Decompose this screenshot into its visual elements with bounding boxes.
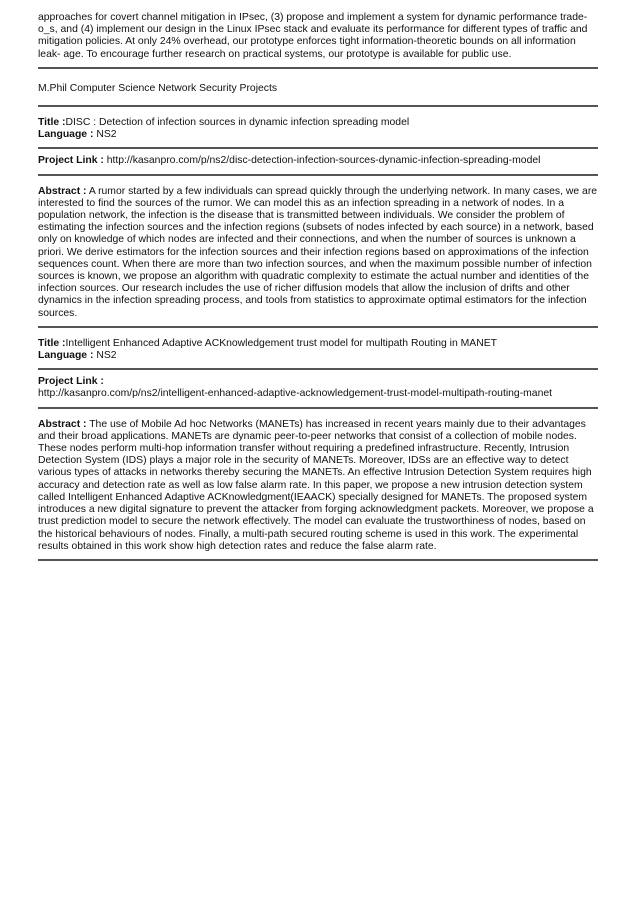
project-entry [38,117,598,328]
project-entry [38,338,598,561]
project-title-line [38,117,598,129]
project-language: NS2 [96,129,117,141]
project-language-line [38,129,598,141]
language-label: Language : [38,350,94,362]
project-language-line [38,350,598,362]
project-title: Intelligent Enhanced Adaptive ACKnowledgement trust model for multipath Routing in MANET [65,337,497,349]
project-abstract [38,186,598,320]
top-abstract-continuation: approaches for covert channel mitigation in IPsec, (3) propose and implement a system for dynamic performance trade-o_s, and (4) implement our design in the Linux IPsec stack and evaluate its performance for different types of traffic and mitigation policies. At only 24% overhead, our prototype enforces tight information-theoretic bounds on all information leak- age. To encourage further research on practical systems, our prototype is available for public use. [38,12,588,60]
abstract-label: Abstract : [38,418,87,430]
section-heading: M.Phil Computer Science Network Security Projects [38,82,278,94]
project-abstract-text: The use of Mobile Ad hoc Networks (MANETs) has increased in recent years mainly due to their advantages and their broad applications. MANETs are dynamic peer-to-peer networks that consist of a collection of mobile nodes. These nodes perform multi-hop information transfer without requiring a predefined infrastructure. Recently, Intrusion Detection System (IDS) plays a major role in the security of MANETs. Moreover, IDSs are an effective way to detect various types of attacks in networks thereby securing the MANETs. An effective Intrusion Detection System requires high accuracy and detection rate as well as low false alarm rate. In this paper, we propose a new intrusion detection system called Intelligent Enhanced Adaptive ACKnowledgment(IEAACK) specially designed for MANETs. The proposed system introduces a new digital signature to prevent the attacker from forging acknowledgment packets. Moreover, we propose a trust prediction model to secure the network effectively. The model can evaluate the trustworthiness of nodes, based on the historical behaviours of nodes. Finally, a multi-path secured routing scheme is used in this work. The experimental results obtained in this work show high detection rates and reduce the false alarm rate. [38,418,594,552]
abstract-label: Abstract : [38,185,87,197]
title-label: Title : [38,117,66,129]
language-label: Language : [38,129,94,141]
project-link[interactable]: http://kasanpro.com/p/ns2/intelligent-enhanced-adaptive-acknowledgement-trust-model-multipath-routing-manet [38,388,553,400]
project-link-line [38,155,598,167]
project-link-label: Project Link : [38,155,104,167]
document-content [38,12,598,561]
project-title-line [38,338,598,350]
divider [38,559,598,561]
project-abstract [38,419,598,553]
project-link-label: Project Link : [38,376,104,388]
project-title: DISC : Detection of infection sources in dynamic infection spreading model [65,117,410,129]
project-abstract-text: A rumor started by a few individuals can spread quickly through the underlying network. In many cases, we are interested to find the sources of the rumor. We can model this as an infection spreading in a network of nodes. In a population network, the infection is the disease that is transmitted between individuals. We consider the problem of estimating the infection sources and the infection regions (subsets of nodes infected by each source) in a network, based only on knowledge of which nodes are infected and their connections, and when the number of sources is unknown a priori. We derive estimators for the infection sources and their infection regions based on approximations of the infection sequences count. When there are more than two infection sources, and when the maximum possible number of infection sources is known, we propose an algorithm with quadratic complexity to estimate the actual number and identities of the infection sources. Our research includes the use of richer diffusion models that allow the inclusion of drifts and other dynamics in the infection spreading process, and tools from statistics to approximate optimal estimators for the infection sources. [38,185,598,319]
project-language: NS2 [96,350,117,362]
project-link[interactable]: http://kasanpro.com/p/ns2/disc-detection-infection-sources-dynamic-infection-spreading-model [106,155,541,167]
title-label: Title : [38,337,66,349]
